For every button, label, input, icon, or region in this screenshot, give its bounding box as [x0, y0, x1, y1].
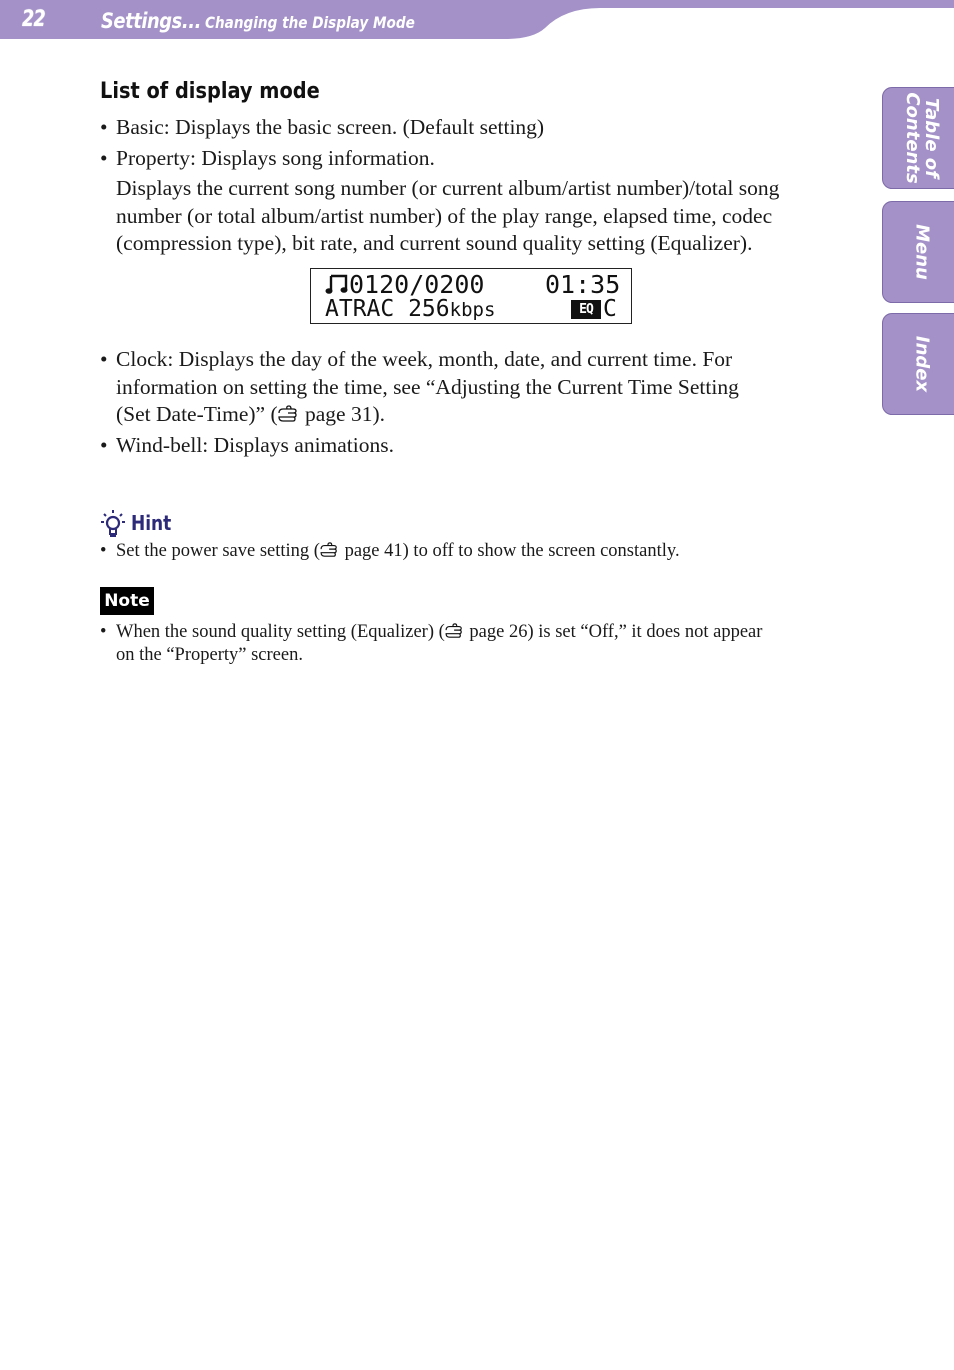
note-line: on the “Property” screen. — [116, 645, 303, 665]
property-detail-line: number (or total album/artist number) of the play range, elapsed time, codec — [116, 203, 773, 228]
pointing-hand-icon[interactable] — [320, 542, 340, 558]
tab-table-of-contents[interactable] — [882, 87, 954, 189]
list-item-windbell — [100, 432, 860, 460]
page-number: 22 — [22, 7, 45, 32]
note-line — [116, 621, 850, 644]
list-item-clock — [100, 346, 860, 429]
tab-index[interactable] — [882, 313, 954, 415]
pointing-hand-icon[interactable] — [445, 623, 465, 639]
list-item-property — [100, 145, 860, 173]
bullet: • — [100, 541, 107, 561]
breadcrumb — [101, 9, 451, 33]
list-item-text — [116, 401, 860, 429]
lcd-track-number: 0120/0200 — [349, 270, 485, 299]
pointing-hand-icon[interactable] — [278, 405, 300, 423]
bullet: • — [100, 622, 107, 642]
breadcrumb-subsection: Changing the Display Mode — [204, 13, 415, 32]
bullet: • — [100, 432, 108, 457]
lcd-eq-value: C — [603, 296, 617, 322]
note-link-page[interactable]: page 26) is set “Off,” it does not appear — [464, 622, 763, 642]
lcd-elapsed-time: 01:35 — [545, 270, 621, 299]
breadcrumb-section: Settings... — [101, 9, 201, 33]
tab-index-label: Index — [911, 335, 933, 393]
bullet: • — [100, 347, 108, 371]
tab-table-of-contents-label: Table of Contents — [902, 92, 942, 184]
note-badge: Note — [100, 587, 154, 615]
tab-menu-label: Menu — [911, 224, 933, 280]
note-item — [100, 621, 850, 667]
list-item-basic — [100, 114, 860, 142]
page-header — [0, 0, 954, 40]
list-item-text: Wind-bell: Displays animations. — [116, 432, 394, 457]
display-mode-list — [100, 114, 860, 258]
hint-link-page[interactable]: page 41) to off to show the screen constantly. — [339, 541, 680, 561]
property-screen-display — [310, 268, 632, 324]
property-detail-line: Displays the current song number (or current album/artist number)/total song — [116, 176, 780, 200]
clock-link-page[interactable]: page 31). — [299, 402, 385, 426]
section-heading: List of display mode — [100, 79, 320, 104]
property-detail-line: (compression type), bit rate, and current sound quality setting (Equalizer). — [116, 231, 753, 255]
list-item-text: Property: Displays song information. — [116, 145, 435, 170]
lcd-codec: ATRAC 256 — [325, 296, 450, 322]
list-item-text: Basic: Displays the basic screen. (Default setting) — [116, 115, 545, 139]
bullet: • — [100, 115, 108, 139]
display-mode-list-continued — [100, 346, 860, 459]
list-item-text: information on setting the time, see “Adjusting the Current Time Setting — [116, 374, 739, 399]
bullet: • — [100, 145, 108, 170]
clock-text-part: (Set Date-Time)” ( — [116, 402, 278, 426]
tab-menu[interactable] — [882, 201, 954, 303]
hint-label: Hint — [131, 511, 172, 535]
hint-text — [100, 540, 850, 563]
note-text — [100, 621, 850, 667]
equalizer-icon: EQ — [571, 300, 601, 319]
lcd-row-codec — [325, 296, 617, 322]
lcd-bitrate-unit: kbps — [449, 299, 496, 321]
list-item-text: Clock: Displays the day of the week, month, date, and current time. For — [116, 347, 733, 371]
hint-item — [100, 540, 850, 563]
lightbulb-icon — [100, 508, 128, 540]
note-text-part: When the sound quality setting (Equalizer) ( — [116, 622, 445, 642]
hint-text-part: Set the power save setting ( — [116, 541, 320, 561]
lcd-row-track — [325, 270, 621, 299]
music-note-icon — [325, 273, 349, 295]
property-detail — [100, 175, 860, 258]
